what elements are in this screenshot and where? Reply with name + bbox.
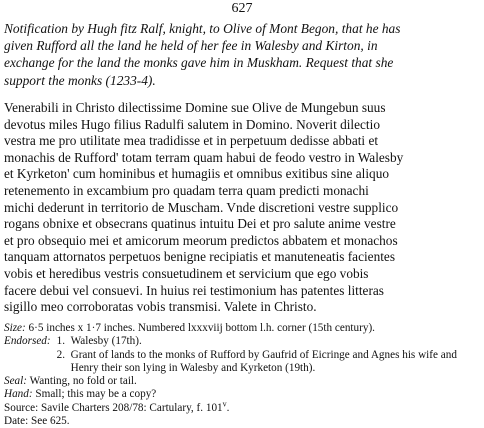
- date-note: Date: See 625.: [4, 415, 70, 428]
- endorsed-item-text: Walesby (17th).: [70, 335, 142, 348]
- endorsed-item-number: 1.: [56, 335, 65, 348]
- summary-line: Notification by Hugh fitz Ralf, knight, to Olive of Mont Begon, that he has: [4, 21, 401, 36]
- endorsed-note: [4, 335, 480, 375]
- seal-text: Wanting, no fold or tail.: [29, 375, 137, 388]
- hand-note: [4, 388, 480, 401]
- source-text: Source: Savile Charters 208/78: Cartulary, f. 101: [4, 401, 223, 414]
- endorsed-item: [57, 335, 471, 348]
- endorsed-label: Endorsed:: [4, 335, 51, 348]
- endorsed-item-text: Grant of lands to the monks of Rufford by Gaufrid of Eicringe and Agnes his wife and Henry their son lying in Walesby and Kyrketon (19th).: [70, 348, 457, 374]
- latin-charter-text: [4, 100, 480, 316]
- latin-line: michi dederunt in territorio de Muscham. Vnde discretioni vestre supplico: [4, 199, 399, 215]
- latin-line: retenemento in excambium pro quadam terra quam predicti monachi: [4, 182, 369, 198]
- latin-line: vestra me pro utilitate mea tradidisse et in perpetuum dedisse abbati et: [4, 133, 379, 149]
- charter-summary: [4, 20, 480, 89]
- source-superscript: v: [222, 399, 227, 409]
- latin-line: facere debui vel consuevi. In huius rei testimonium has patentes litteras: [4, 282, 384, 298]
- endorsed-item-number: 2.: [56, 348, 65, 361]
- hand-label: Hand:: [4, 388, 33, 401]
- latin-line: et pro obsequio mei et amicorum meorum predictos abbatem et monachos: [4, 232, 398, 248]
- latin-line: et Kyrketon' cum hominibus et humagiis et omnibus exitibus sine aliquo: [4, 166, 390, 182]
- latin-line: sigillo meo corroboratas vobis transmisi. Valete in Christo.: [4, 299, 317, 315]
- summary-line: given Rufford all the land he held of her fee in Walesby and Kirton, in: [4, 38, 378, 54]
- latin-line: Venerabili in Christo dilectissime Domine sue Olive de Mungebun suus: [4, 100, 386, 115]
- size-note: [4, 322, 480, 335]
- latin-line: devotus miles Hugo filius Radulfi salutem in Domino. Noverit dilectio: [4, 116, 380, 132]
- seal-note: [4, 375, 480, 388]
- page-number: 627: [231, 1, 253, 16]
- latin-line: rogans obnixe et obsecrans quatinus intuitu Dei et pro salute anime vestre: [4, 216, 396, 232]
- latin-line: tanquam attornatos perpetuos benigne recipiatis et manuteneatis facientes: [4, 249, 396, 265]
- latin-line: monachis de Rufford' totam terram quam habui de feodo vestro in Walesby: [4, 149, 404, 165]
- size-label: Size:: [4, 322, 26, 334]
- size-text: 6·5 inches x 1·7 inches. Numbered lxxxviij bottom l.h. corner (15th century).: [28, 322, 375, 334]
- summary-line: exchange for the land the monks gave him in Muskham. Request that she: [4, 55, 394, 71]
- latin-line: vobis et heredibus vestris consuetudinem et servicium que ego vobis: [4, 265, 369, 281]
- summary-line: support the monks (1233-4).: [4, 72, 156, 88]
- charter-notes: [4, 322, 480, 428]
- seal-label: Seal:: [4, 375, 27, 388]
- endorsed-list: [57, 335, 471, 375]
- source-note: [4, 399, 480, 415]
- hand-text: Small; this may be a copy?: [35, 388, 157, 401]
- endorsed-item: [57, 349, 471, 376]
- source-end: .: [226, 401, 230, 414]
